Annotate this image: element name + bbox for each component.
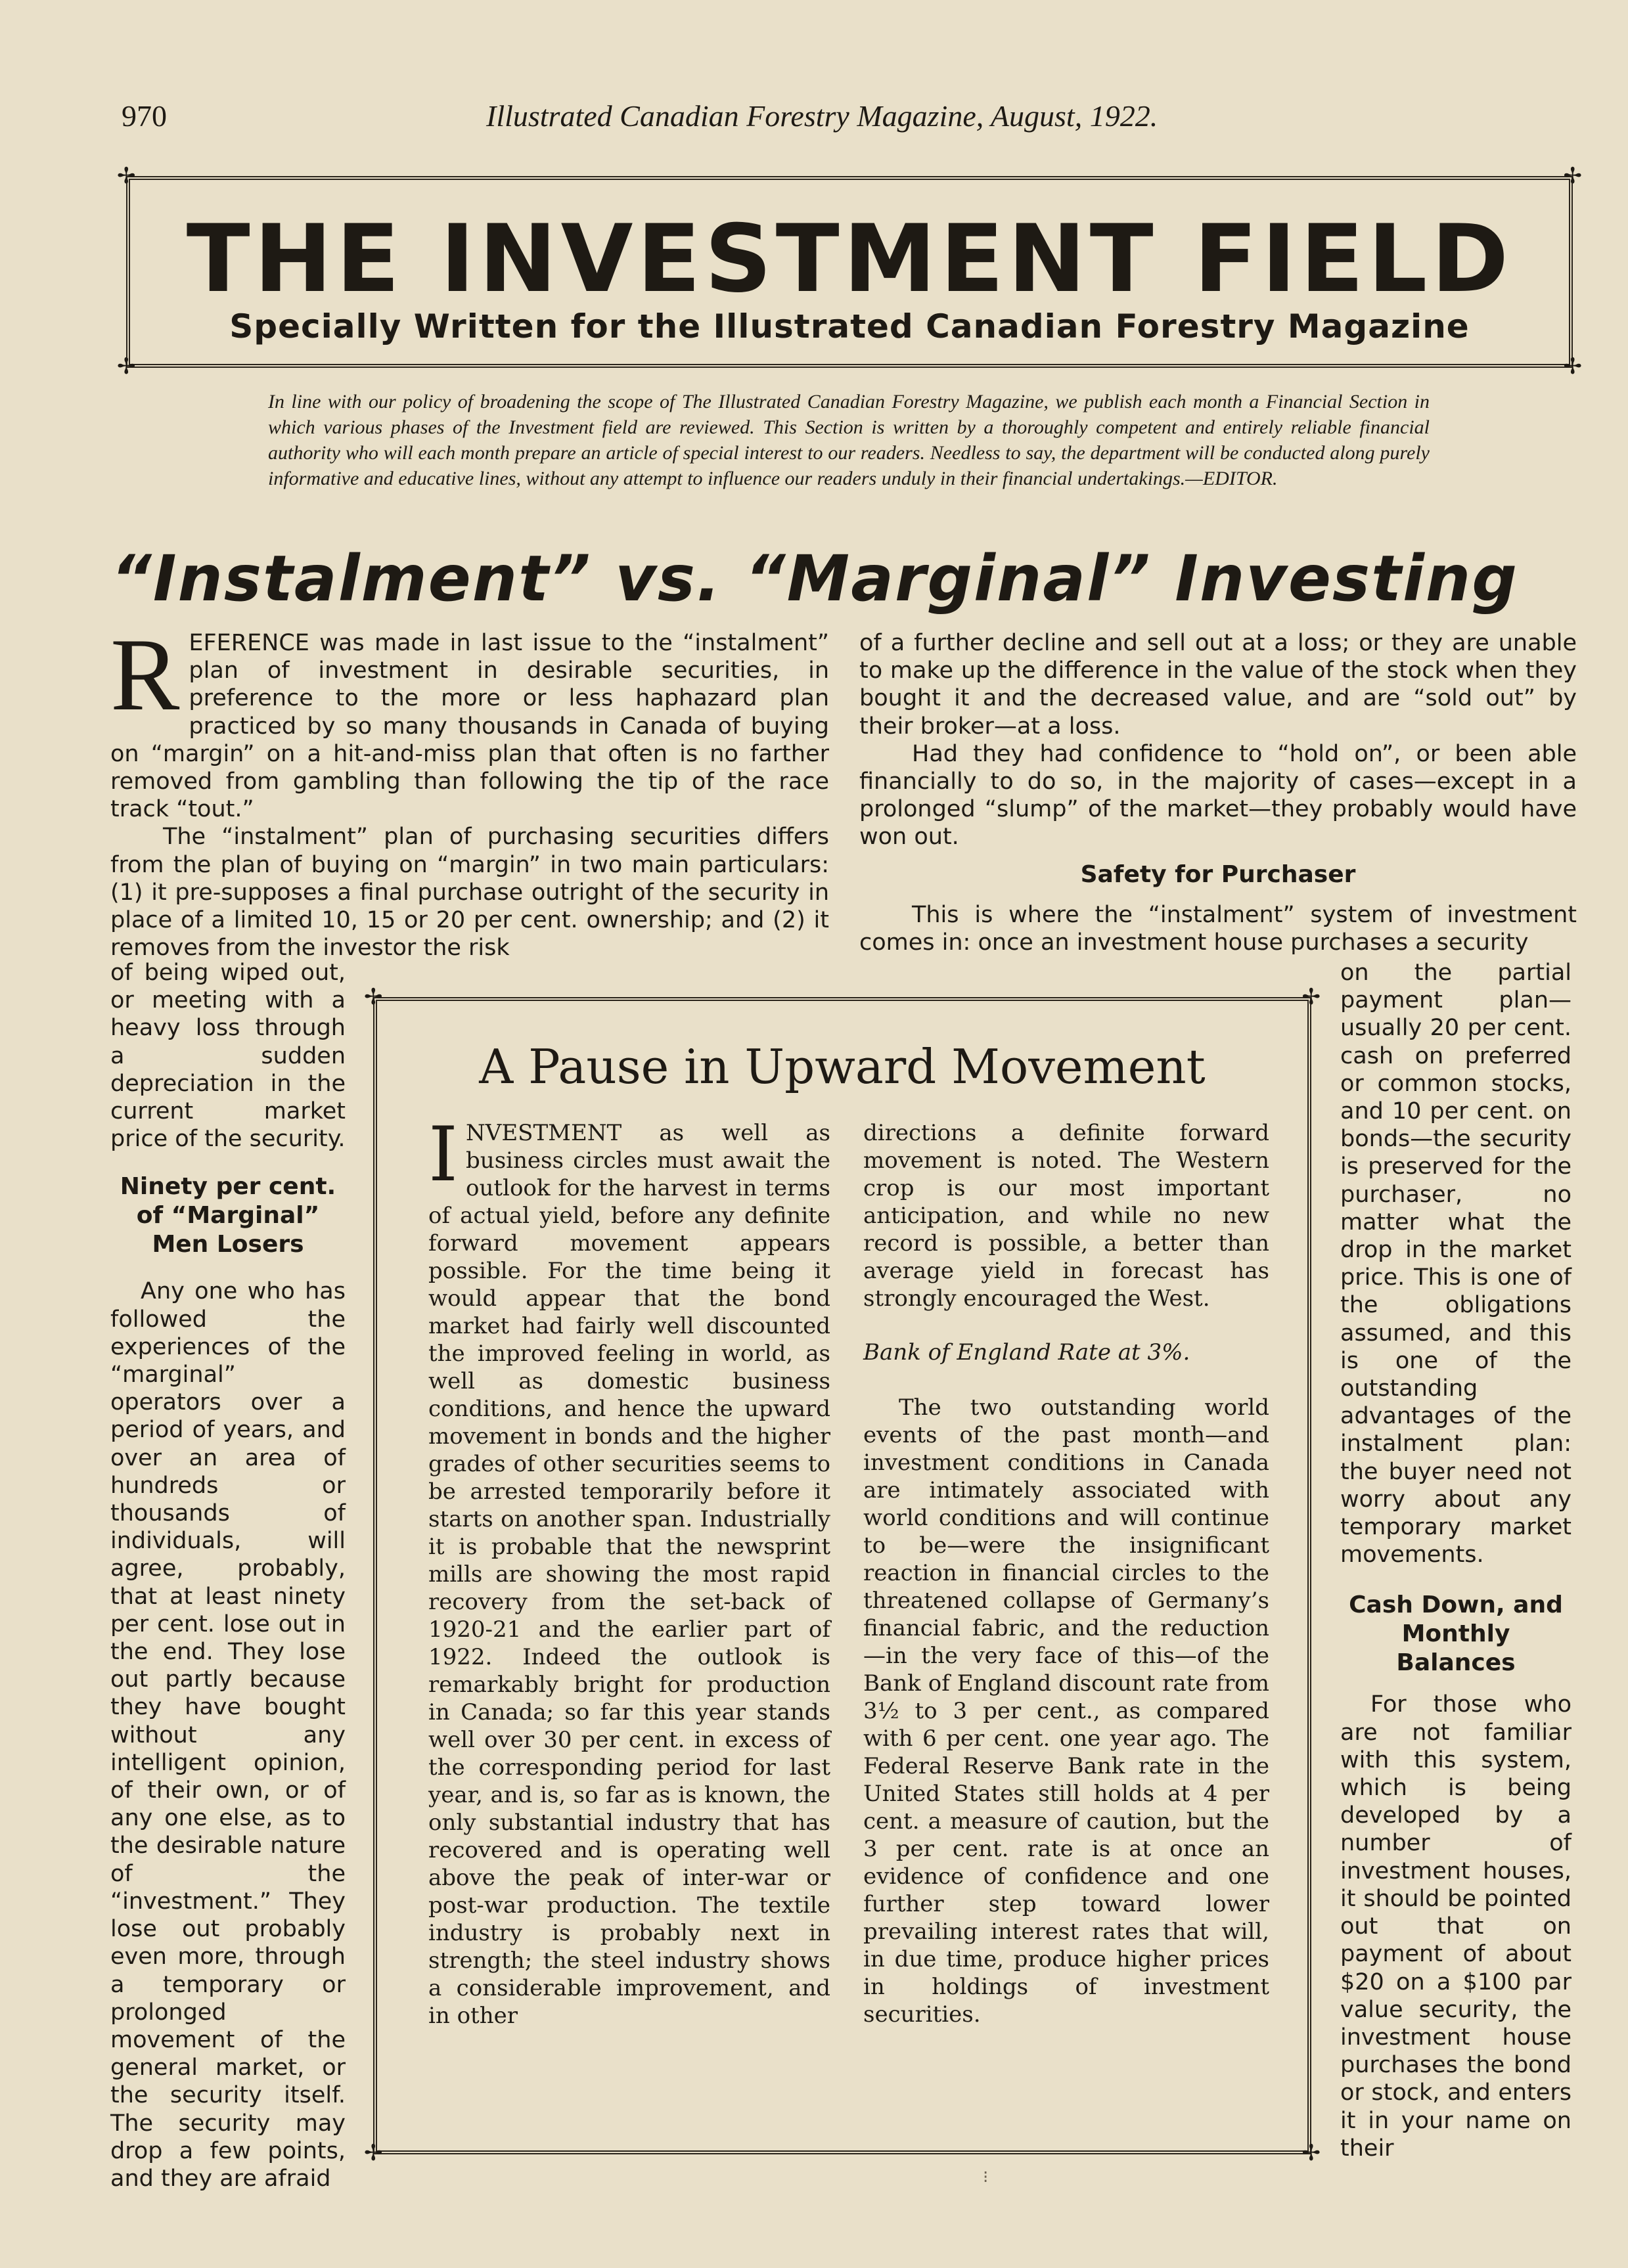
- inset-paragraph: The two outstanding world events of the past month—and investment conditions in Canada are intimately associated with world conditions and will continue to be—were the insignificant reaction in financial circles to the threatened collapse of Germany’s financial fabric, and the reduction—in the very face of this—of the Bank of England discount rate from 3½ to 3 per cent., as compared with 6 per cent. one year ago. The Federal Reserve Bank rate in the United States still holds at 4 per cent. a measure of caution, but the 3 per cent. rate is at once an evidence of confidence and one further step toward lower prevailing interest rates that will, in due time, produce higher prices in holdings of investment securities.: [863, 1394, 1269, 2028]
- inset-paragraph: NVESTMENT as well as business circles must await the outlook for the harvest in terms of actual yield, before any definite forward movement appears possible. For the time being it would appear that the bond market had fairly well discounted the improved feeling in world, as well as domestic business conditions, and hence the upward movement in bonds and the higher grades of other securities seems to be arrested temporarily before it starts on another span. Industrially it is probable that the newsprint mills are showing the most rapid recovery from the set-back of 1920-21 and the earlier part of 1922. Indeed the outlook is remarkably bright for production in Canada; so far this year stands well over 30 per cent. in excess of the corresponding period for last year, and is, so far as is known, the only substantial industry that has recovered and is operating well above the peak of inter-war or post-war production. The textile industry is probably next in strength; the steel industry shows a considerable improvement, and in other: [428, 1120, 830, 2029]
- article-narrow-right: [1340, 959, 1571, 2162]
- article-paragraph: Had they had confidence to “hold on”, or been able financially to do so, in the majority of cases—except in a prolonged “slump” of the market—they probably would have won out.: [859, 740, 1577, 851]
- article-paragraph: Any one who has followed the experiences of the “marginal” operators over a period of years, and over an area of hundreds or thousands of individuals, will agree, probably, that at least ninety per cent. lose out in the end. They lose out partly because they have bought without any intelligent opinion, of their own, or of any one else, as to the desirable nature of the “investment.” They lose out probably even more, through a temporary or prolonged movement of the general market, or the security itself. The security may drop a few points, and they are afraid: [110, 1278, 346, 2192]
- drop-cap: R: [110, 617, 180, 732]
- running-title: Illustrated Canadian Forestry Magazine, August, 1922.: [486, 99, 1158, 133]
- section-subtitle: Specially Written for the Illustrated Canadian Forestry Magazine: [229, 307, 1470, 345]
- inset-column-right: [863, 1119, 1269, 2028]
- subheading: Cash Down, and Monthly Balances: [1349, 1591, 1563, 1677]
- article-narrow-left: [110, 959, 346, 2192]
- subheading: Safety for Purchaser: [1080, 860, 1356, 888]
- editor-note: In line with our policy of broadening the scope of The Illustrated Canadian Forestry Magazine, we publish each month a Financial Section in which various phases of the Investment field are reviewed. This Section is written by a thoroughly competent and entirely reliable financial authority who will each month prepare an article of special interest to our readers. Needless to say, the department will be conducted along purely informative and educative lines, without any attempt to influence our readers unduly in their financial undertakings.—EDITOR.: [268, 391, 1430, 489]
- inset-title: A Pause in Upward Movement: [479, 1039, 1206, 1094]
- inset-subheading: Bank of England Rate at 3%.: [863, 1339, 1190, 1366]
- inset-box: [364, 985, 1321, 2166]
- article-headline: “Instalment” vs. “Marginal” Investing: [111, 542, 1518, 615]
- ornament-corner-icon: ✢: [364, 985, 383, 1010]
- article-column-right: [859, 629, 1577, 956]
- article-paragraph: on the partial payment plan—usually 20 per cent. cash on preferred or common stocks, and 10 per cent. on bonds—the security is preserved for the purchaser, no matter what the drop in the market price. This is one of the obligations assumed, and this is one of the outstanding advantages of the instalment plan: the buyer need not worry about any temporary market movements.: [1340, 960, 1571, 1568]
- article-column-left: [110, 617, 829, 962]
- section-banner: [117, 164, 1582, 379]
- page-mark: ⁝: [983, 2168, 989, 2187]
- article-paragraph: of being wiped out, or meeting with a heavy loss through a sudden depreciation in the current market price of the security.: [110, 960, 346, 1153]
- article-paragraph: of a further decline and sell out at a loss; or they are unable to make up the difference in the value of the stock when they bought it and the decreased value, and are “sold out” by their broker—at a loss.: [859, 630, 1577, 740]
- inset-column-left: [428, 1111, 830, 2030]
- ornament-corner-icon: ✢: [117, 355, 136, 379]
- ornament-corner-icon: ✢: [1563, 164, 1582, 189]
- article-paragraph: The “instalment” plan of purchasing securities differs from the plan of buying on “margin” in two main particulars: (1) it pre-supposes a final purchase outright of the security in place of a limited 10, 15 or 20 per cent. ownership; and (2) it removes from the investor the risk: [110, 824, 829, 962]
- subheading: Ninety per cent. of “Marginal” Men Losers: [120, 1173, 336, 1258]
- ornament-corner-icon: ✢: [1301, 2141, 1321, 2166]
- page-number: 970: [122, 99, 167, 133]
- inset-paragraph: directions a definite forward movement is noted. The Western crop is our most important anticipation, and while no new record is possible, a better than average yield in forecast has strongly encouraged the West.: [863, 1120, 1269, 1312]
- drop-cap: I: [428, 1111, 459, 1198]
- section-title: THE INVESTMENT FIELD: [186, 205, 1513, 313]
- ornament-corner-icon: ✢: [1563, 355, 1582, 379]
- ornament-corner-icon: ✢: [364, 2141, 383, 2166]
- article-paragraph: For those who are not familiar with this system, which is being developed by a number of investment houses, it should be pointed out that on payment of about $20 on a $100 par value security, the investment house purchases the bond or stock, and enters it in your name on their: [1340, 1691, 1571, 2162]
- ornament-corner-icon: ✢: [117, 164, 136, 189]
- article-paragraph: EFERENCE was made in last issue to the “instalment” plan of investment in desirable securities, in preference to the more or less haphazard plan practiced by so many thousands in Canada of buying on “margin” on a hit-and-miss plan that often is no farther removed from gambling than following the tip of the race track “tout.”: [110, 630, 829, 823]
- article-paragraph: This is where the “instalment” system of investment comes in: once an investment house purchases a security: [859, 901, 1577, 956]
- ornament-corner-icon: ✢: [1301, 985, 1321, 1010]
